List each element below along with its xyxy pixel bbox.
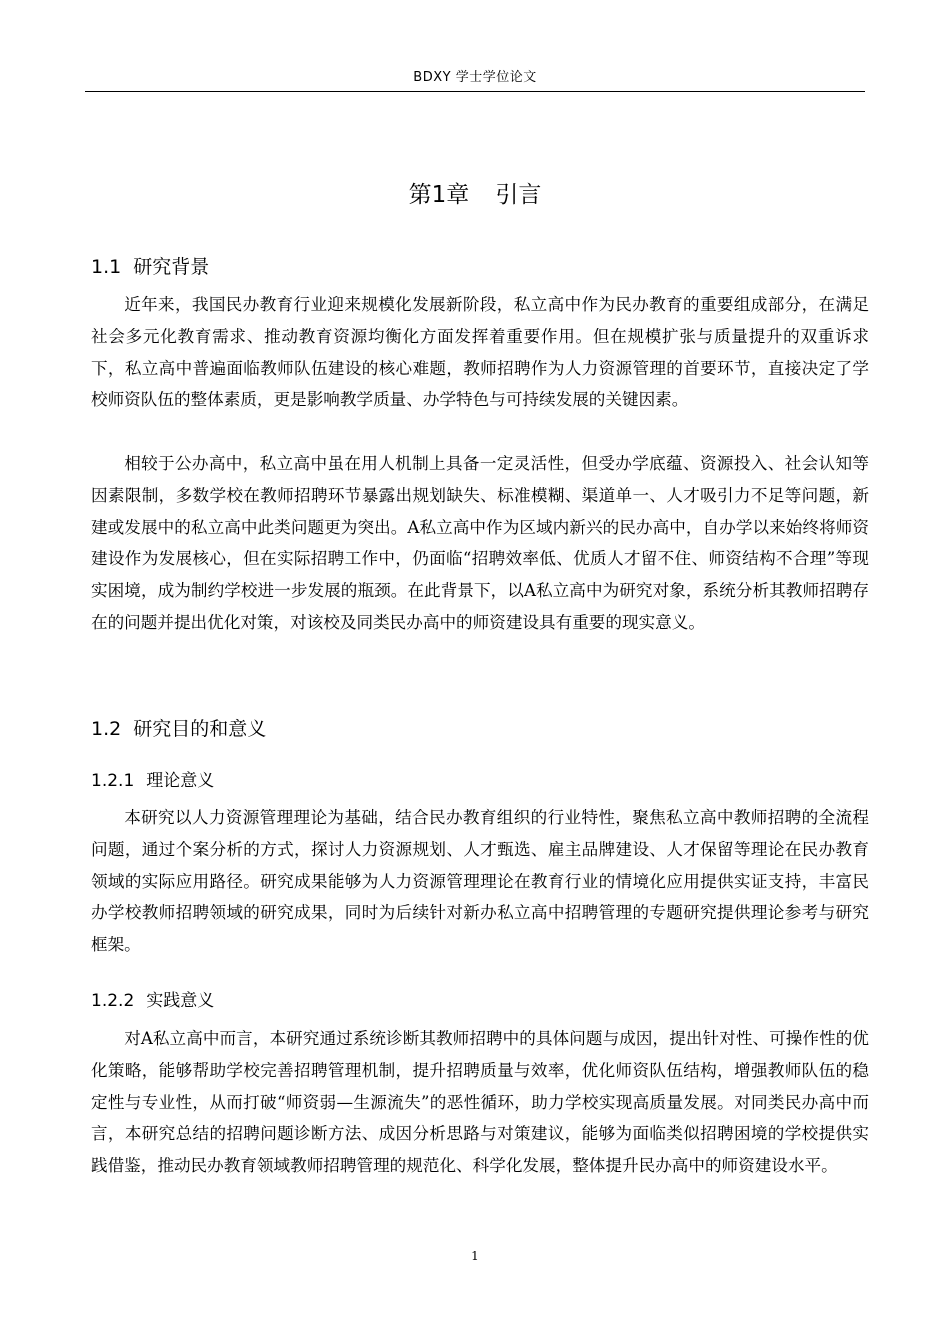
subsection-heading-1-2-1 [91,766,214,791]
section-title: 研究背景 [133,256,210,278]
subsection-title: 理论意义 [146,771,215,791]
paragraph: 相较于公办高中，私立高中虽在用人机制上具备一定灵活性，但受办学底蕴、资源投入、社会认知等因素限制，多数学校在教师招聘环节暴露出规划缺失、标准模糊、渠道单一、人才吸引力不足等问题，新建或发展中的私立高中此类问题更为突出。A私立高中作为区域内新兴的民办高中，自办学以来始终将师资建设作为发展核心，但在实际招聘工作中，仍面临“招聘效率低、优质人才留不住、师资结构不合理”等现实困境，成为制约学校进一步发展的瓶颈。在此背景下，以A私立高中为研究对象，系统分析其教师招聘存在的问题并提出优化对策，对该校及同类民办高中的师资建设具有重要的现实意义。 [91,454,869,632]
paragraph: 本研究以人力资源管理理论为基础，结合民办教育组织的行业特性，聚焦私立高中教师招聘的全流程问题，通过个案分析的方式，探讨人力资源规划、人才甄选、雇主品牌建设、人才保留等理论在民办教育领域的实际应用路径。研究成果能够为人力资源管理理论在教育行业的情境化应用提供实证支持，丰富民办学校教师招聘领域的研究成果，同时为后续针对新办私立高中招聘管理的专题研究提供理论参考与研究框架。 [91,808,869,955]
section-title: 研究目的和意义 [133,718,267,740]
subsection-title: 实践意义 [146,991,215,1011]
page-number: 1 [471,1249,479,1263]
header-rule [85,91,865,92]
subsection-number: 1.2.1 [91,771,135,791]
section-number: 1.2 [91,718,122,740]
section-heading-1-1 [91,252,209,279]
chapter-title [85,176,865,209]
running-header: BDXY 学士学位论文 [413,70,537,85]
subsection-heading-1-2-2 [91,986,214,1011]
chapter-number: 第1章 [408,182,470,208]
section-number: 1.1 [91,256,122,278]
subsection-number: 1.2.2 [91,991,135,1011]
section-heading-1-2 [91,714,266,741]
paragraph: 近年来，我国民办教育行业迎来规模化发展新阶段，私立高中作为民办教育的重要组成部分，在满足社会多元化教育需求、推动教育资源均衡化方面发挥着重要作用。但在规模扩张与质量提升的双重诉求下，私立高中普遍面临教师队伍建设的核心难题，教师招聘作为人力资源管理的首要环节，直接决定了学校师资队伍的整体素质，更是影响教学质量、办学特色与可持续发展的关键因素。 [91,295,869,410]
chapter-name: 引言 [495,182,542,208]
paragraph: 对A私立高中而言，本研究通过系统诊断其教师招聘中的具体问题与成因，提出针对性、可操作性的优化策略，能够帮助学校完善招聘管理机制，提升招聘质量与效率，优化师资队伍结构，增强教师队伍的稳定性与专业性，从而打破“师资弱—生源流失”的恶性循环，助力学校实现高质量发展。对同类民办高中而言，本研究总结的招聘问题诊断方法、成因分析思路与对策建议，能够为面临类似招聘困境的学校提供实践借鉴，推动民办教育领域教师招聘管理的规范化、科学化发展，整体提升民办高中的师资建设水平。 [91,1029,869,1176]
